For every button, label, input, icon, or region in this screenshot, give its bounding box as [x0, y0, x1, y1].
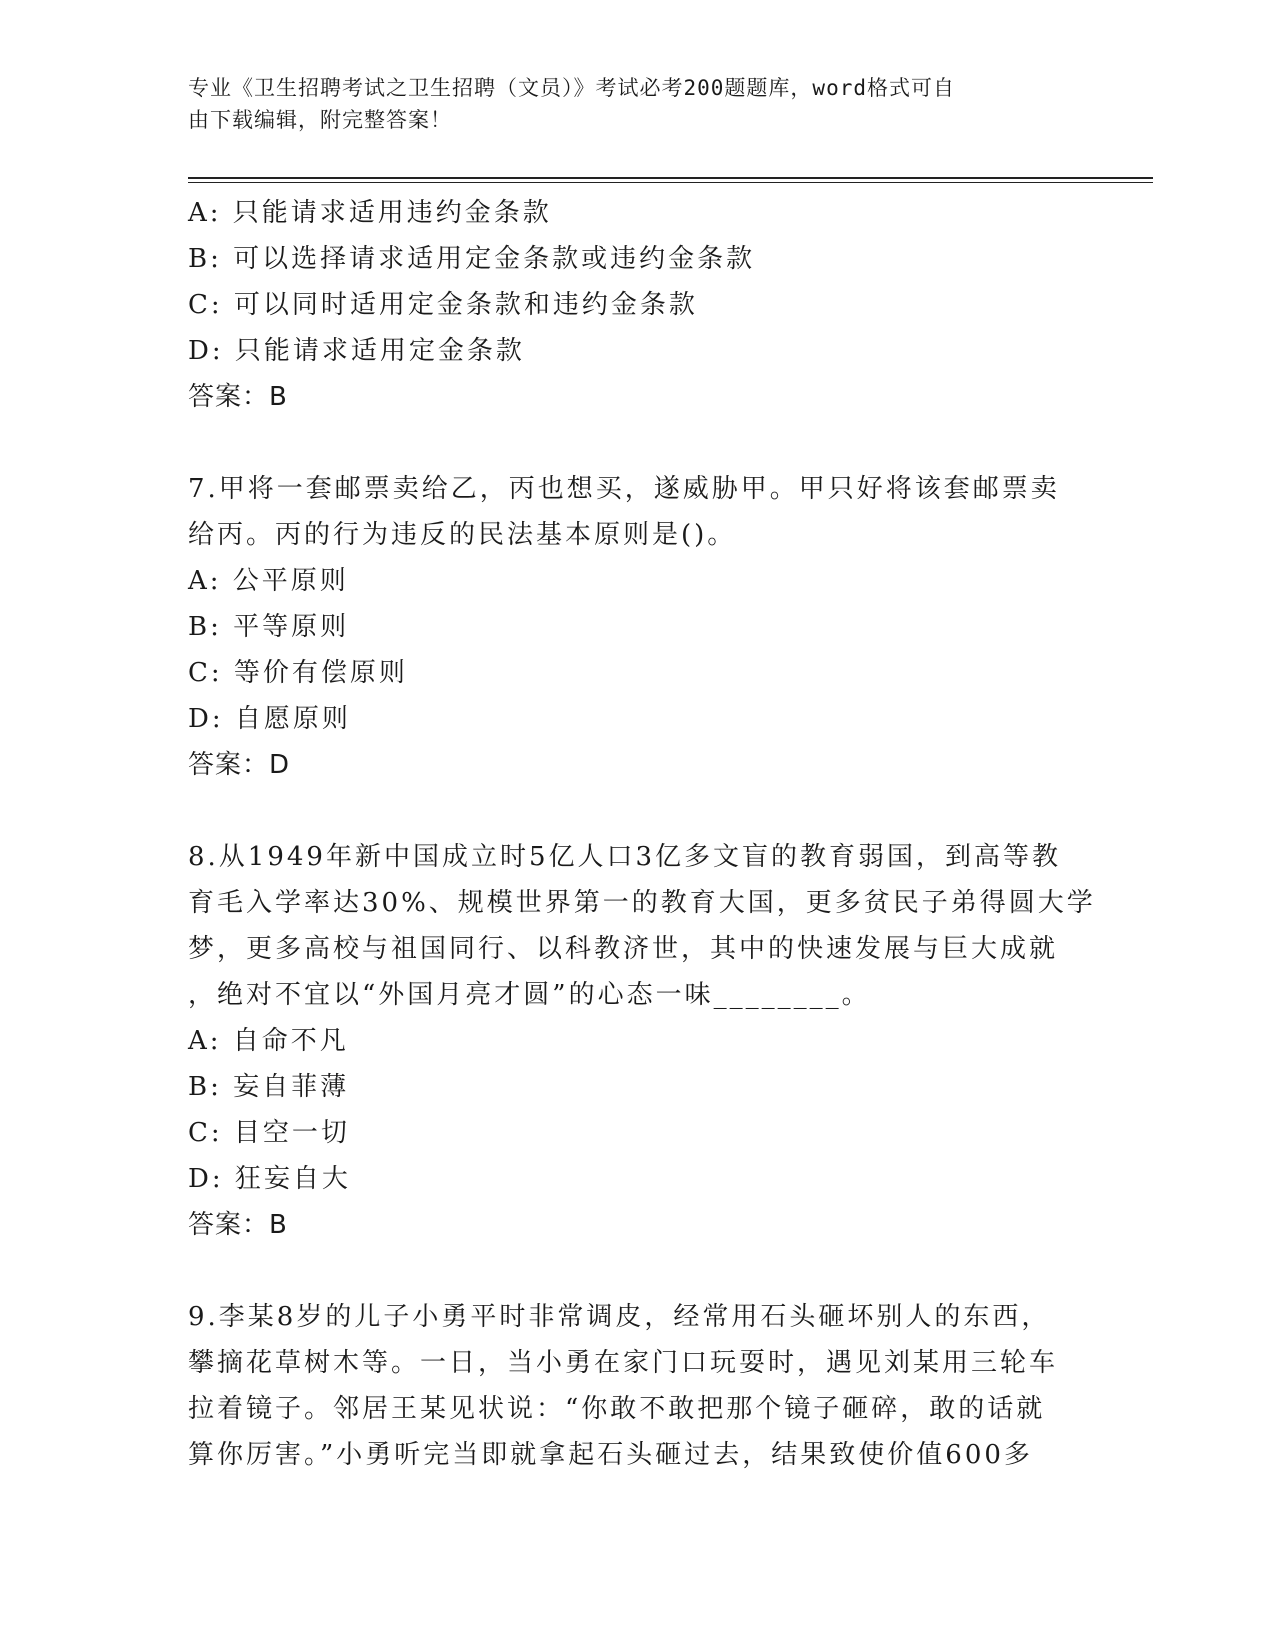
answer-line: 答案：B	[188, 382, 288, 412]
option-b: B: 可以选择请求适用定金条款或违约金条款	[188, 244, 756, 274]
option-a: A: 只能请求适用违约金条款	[188, 198, 552, 228]
answer-line: 答案：D	[188, 750, 291, 780]
question-text-line: 8.从1949年新中国成立时5亿人口3亿多文盲的教育弱国，到高等教	[188, 842, 1062, 872]
option-d: D: 自愿原则	[188, 704, 351, 734]
spacer	[188, 788, 1088, 834]
question-text-line: 9.李某8岁的儿子小勇平时非常调皮，经常用石头砸坏别人的东西，	[188, 1302, 1051, 1332]
spacer	[188, 420, 1088, 466]
question-7	[188, 466, 1088, 788]
header-divider-thick	[188, 177, 1153, 179]
option-b: B: 平等原则	[188, 612, 350, 642]
question-text-line: 给丙。丙的行为违反的民法基本原则是()。	[188, 520, 737, 550]
option-a: A: 公平原则	[188, 566, 349, 596]
question-9	[188, 1294, 1088, 1478]
spacer	[188, 1248, 1088, 1294]
question-text-line: 算你厉害。”小勇听完当即就拿起石头砸过去，结果致使价值600多	[188, 1440, 1033, 1470]
option-a: A: 自命不凡	[188, 1026, 349, 1056]
question-text-line: ，绝对不宜以“外国月亮才圆”的心态一味________。	[188, 980, 871, 1010]
question-text-line: 7.甲将一套邮票卖给乙，丙也想买，遂威胁甲。甲只好将该套邮票卖	[188, 474, 1060, 504]
option-b: B: 妄自菲薄	[188, 1072, 350, 1102]
document-header	[188, 72, 1088, 136]
question-text-line: 育毛入学率达30%、规模世界第一的教育大国，更多贫民子弟得圆大学	[188, 888, 1096, 918]
question-text-line: 攀摘花草树木等。一日，当小勇在家门口玩耍时，遇见刘某用三轮车	[188, 1348, 1059, 1378]
option-c: C: 可以同时适用定金条款和违约金条款	[188, 290, 698, 320]
option-c: C: 目空一切	[188, 1118, 350, 1148]
question-text-line: 拉着镜子。邻居王某见状说：“你敢不敢把那个镜子砸碎，敢的话就	[188, 1394, 1046, 1424]
option-d: D: 只能请求适用定金条款	[188, 336, 525, 366]
question-8	[188, 834, 1096, 1248]
header-divider-thin	[188, 182, 1153, 183]
option-c: C: 等价有偿原则	[188, 658, 408, 688]
answer-line: 答案：B	[188, 1210, 288, 1240]
document-body	[188, 190, 1096, 1478]
question-text-line: 梦，更多高校与祖国同行、以科教济世，其中的快速发展与巨大成就	[188, 934, 1059, 964]
question-6-options	[188, 190, 1088, 420]
header-line-1: 专业《卫生招聘考试之卫生招聘（文员）》考试必考200题题库，word格式可自	[188, 76, 955, 100]
header-line-2: 由下载编辑，附完整答案！	[188, 108, 452, 132]
option-d: D: 狂妄自大	[188, 1164, 351, 1194]
